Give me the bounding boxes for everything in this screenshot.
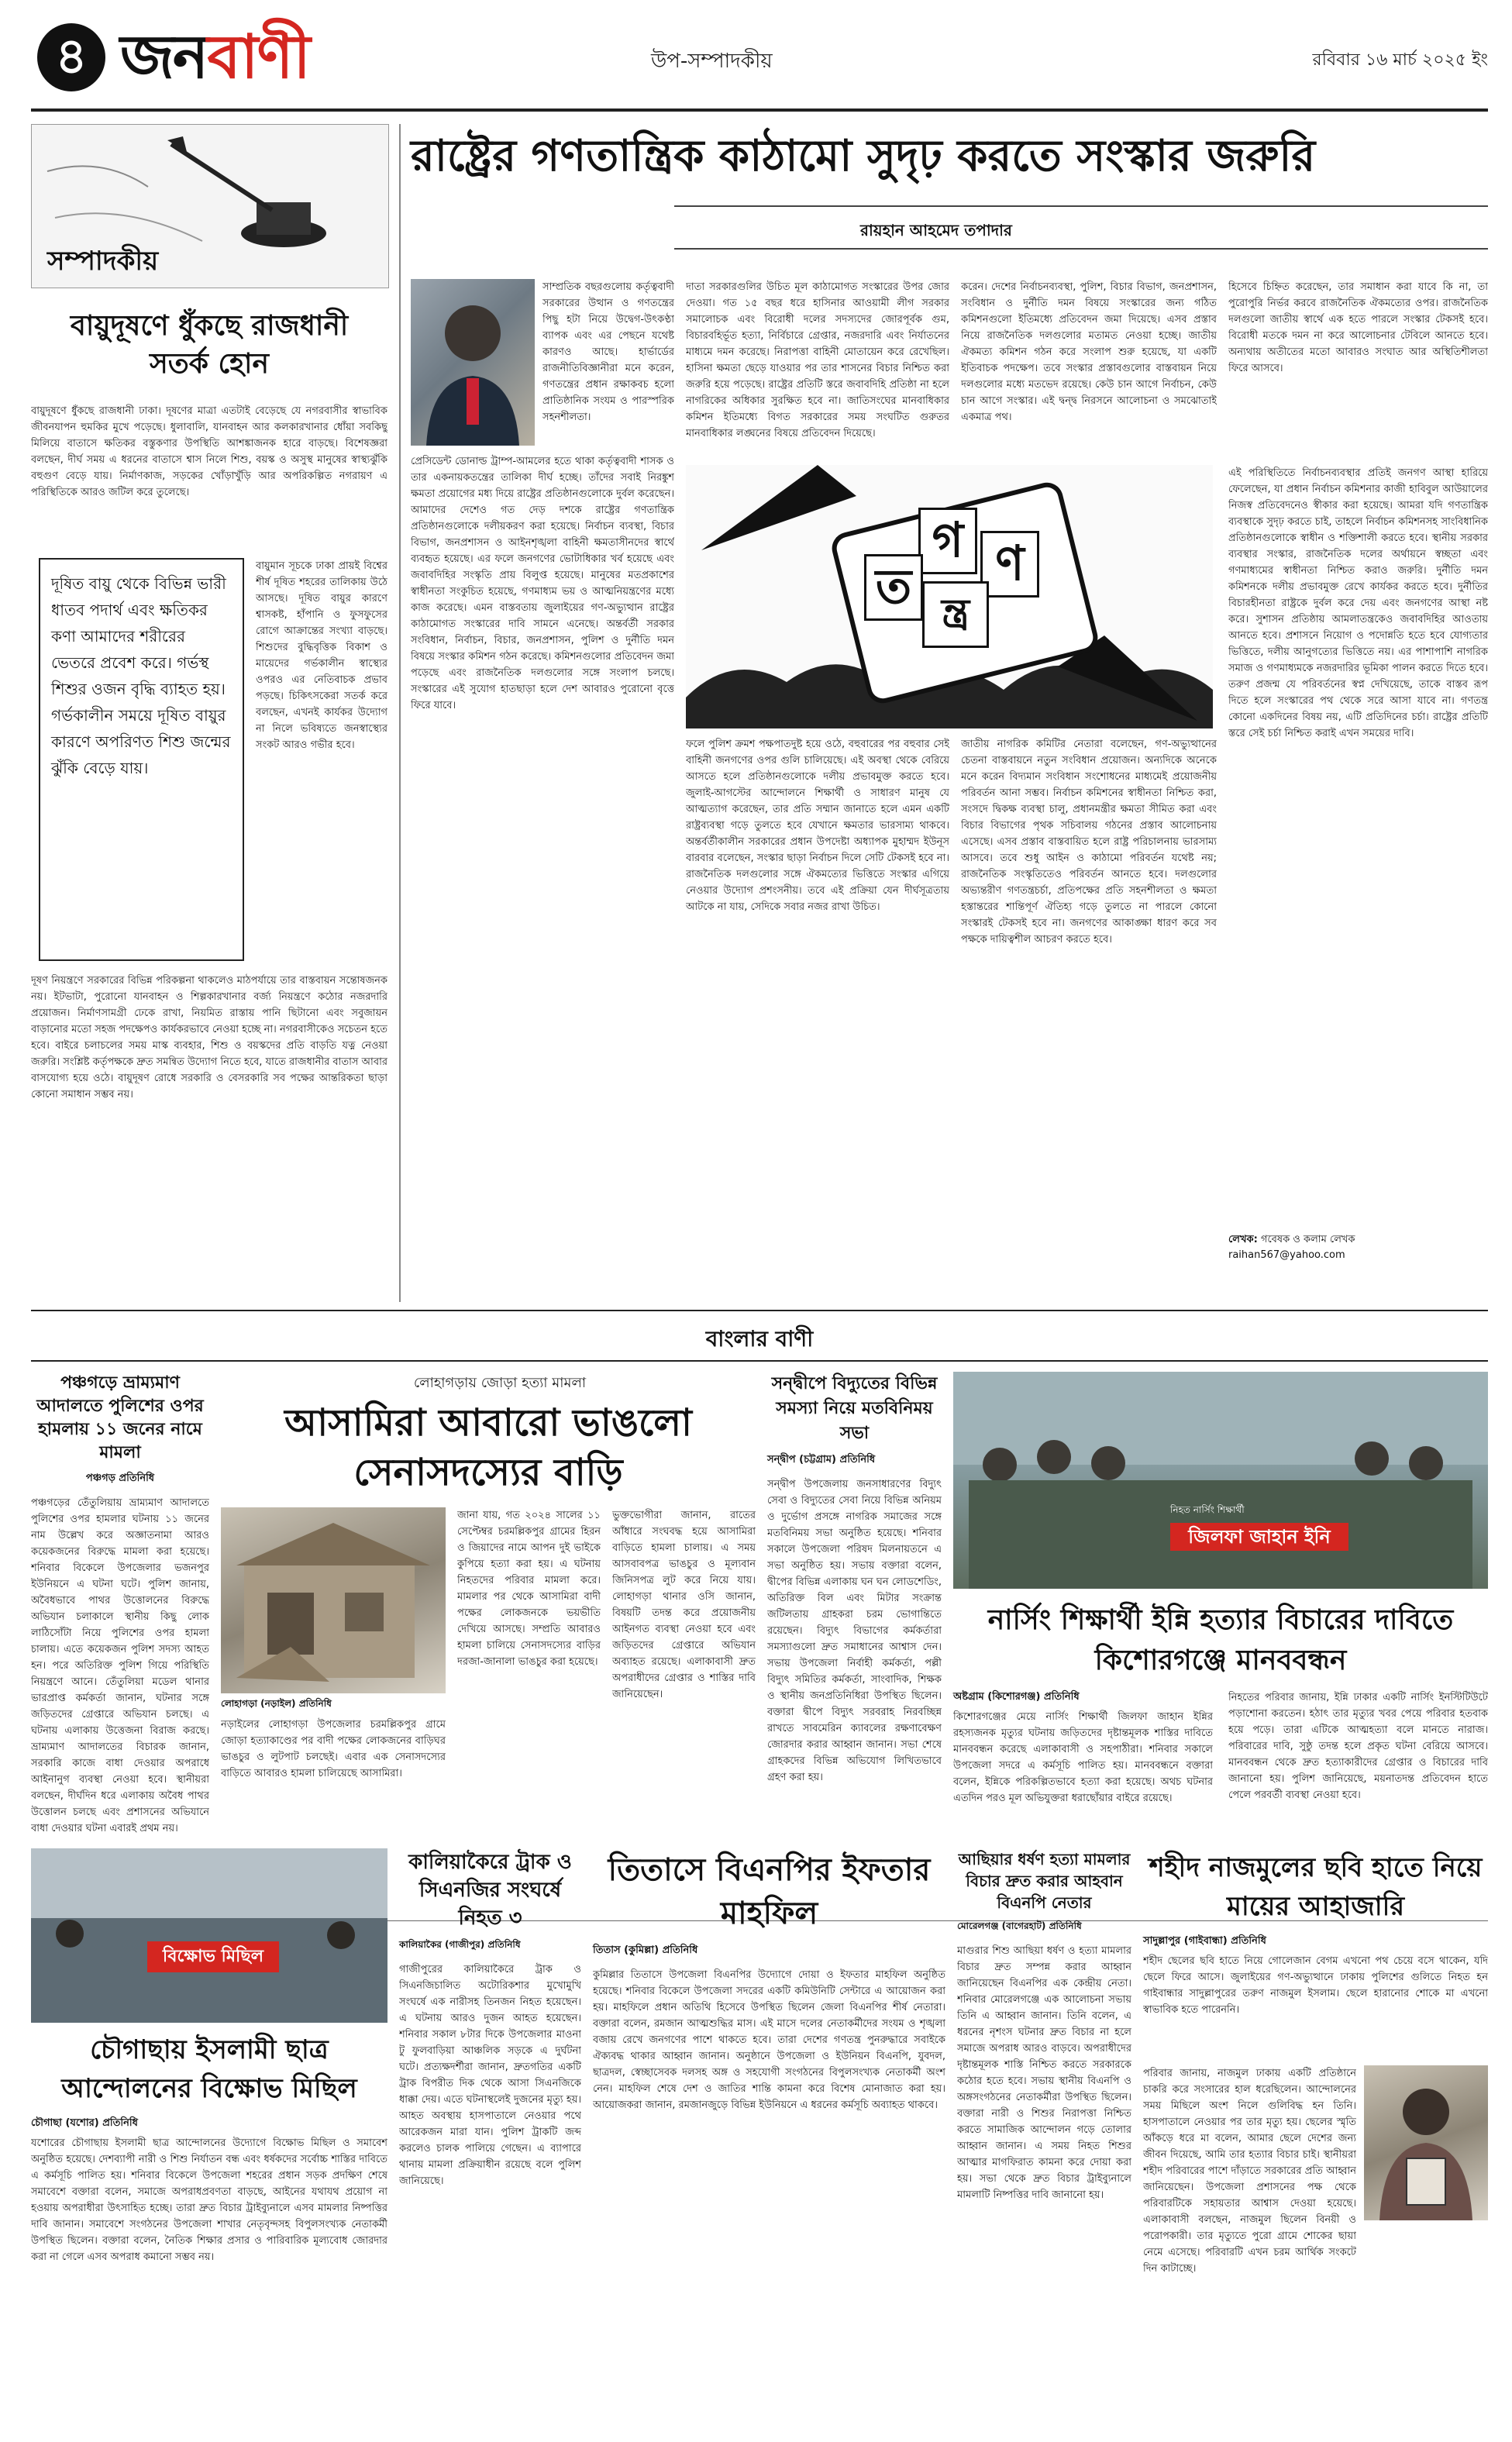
lead-col-1: সাম্প্রতিক বছরগুলোয় কর্তৃত্ববাদী সরকারের উত্থান ও গণতন্ত্রের পিছু হটা নিয়ে উদ্বেগ-উৎকণ্ঠা ব্যাপক এবং এর পেছনে যথেষ্ট কারণও আছে। হার্ভার্ডের রাজনীতিবিজ্ঞানীরা মনে করেন, গণতন্ত্রের প্রধান রক্ষাকবচ হলো প্রাতিষ্ঠানিক সংযম ও পারস্পরিক সহনশীলতা। [542, 281, 674, 423]
human-chain-photo-icon [953, 1372, 1488, 1589]
author-silhouette-icon [411, 279, 535, 446]
lead-graphic [686, 465, 1213, 728]
news-photo-damaged-house [221, 1507, 446, 1693]
lead-col-1b: প্রেসিডেন্ট ডোনাল্ড ট্রাম্প-আমলের হতে থাকা কর্তৃত্ববাদী শাসক ও তার একনায়কতন্ত্রের তালিকা দীর্ঘ হচ্ছে। তাঁদের সবাই নিরঙ্কুশ ক্ষমতা প্রয়োগের মধ্য দিয়ে রাষ্ট্রের প্রতিষ্ঠানগুলোকে দুর্বল করেছেন। আমাদের দেশেও গত দেড় দশকে রাষ্ট্রের গণতান্ত্রিক প্রতিষ্ঠানগুলোকে দলীয়করণ করা হয়েছে। নির্বাচন ব্যবস্থা, বিচার বিভাগ, জনপ্রশাসন ও আইনশৃঙ্খলা বাহিনী ক্ষমতাসীনদের স্বার্থে ব্যবহৃত হয়েছে। এর ফলে জনগণের ভোটাধিকার খর্ব হয়েছে এবং জবাবদিহির সংস্কৃতি প্রায় বিলুপ্ত হয়েছে। মানুষের মতপ্রকাশের স্বাধীনতা সংকুচিত হয়েছে, গণমাধ্যম ভয় ও আত্মনিয়ন্ত্রণের মধ্যে কাজ করেছে। এমন বাস্তবতায় জুলাইয়ের গণ-অভ্যুত্থান রাষ্ট্রের কাঠামোগত সংস্কারের দাবি সামনে এনেছে। অন্তর্বর্তী সরকার সংবিধান, নির্বাচন, বিচার, জনপ্রশাসন, পুলিশ ও দুর্নীতি দমন বিষয়ে সংস্কার কমিশন গঠন করেছে। কমিশনগুলোর প্রতিবেদন জমা পড়েছে এবং রাজনৈতিক দলগুলোর সঙ্গে সংলাপ চলছে। সংস্কারের এই সুযোগ হাতছাড়া হলে দেশ আবারও পুরোনো বৃত্তে ফিরে যাবে। [411, 456, 674, 711]
editorial-divider [399, 124, 401, 1302]
page-number-badge: ৪ [37, 23, 105, 91]
news-kicker: লোহাগড়ায় জোড়া হত্যা মামলা [413, 1375, 587, 1391]
editorial-body-3: দূষণ নিয়ন্ত্রণে সরকারের বিভিন্ন পরিকল্পনা থাকলেও মাঠপর্যায়ে তার বাস্তবায়ন সন্তোষজনক নয়। ইটভাটা, পুরোনো যানবাহন ও শিল্পকারখানার বর্জ্য নিয়ন্ত্রণে কঠোর নজরদারি প্রয়োজন। নির্মাণসামগ্রী ঢেকে রাখা, নিয়মিত রাস্তায় পানি ছিটানো এবং সবুজায়ন বাড়ানোর মতো সহজ পদক্ষেপও কার্যকরভাবে নেওয়া হচ্ছে না। নগরবাসীকেও সচেতন হতে হবে। বাইরে চলাচলের সময় মাস্ক ব্যবহার, শিশু ও বয়স্কদের প্রতি বাড়তি যত্ন নেওয়া জরুরি। সংশ্লিষ্ট কর্তৃপক্ষকে দ্রুত সমন্বিত উদ্যোগ নিতে হবে, যাতে রাজধানীর বাতাস আবার বাসযোগ্য হয়ে ওঠে। বায়ুদূষণ রোধে সরকারি ও বেসরকারি সব পক্ষের আন্তরিকতা ছাড়া কোনো সমাধান সম্ভব নয়। [31, 975, 387, 1100]
news-body: গাজীপুরের কালিয়াকৈরে ট্রাক ও সিএনজিচালিত অটোরিকশার মুখোমুখি সংঘর্ষে এক নারীসহ তিনজন নিহত হয়েছেন। এ ঘটনায় আরও দুজন আহত হয়েছেন। শনিবার সকাল ৮টার দিকে উপজেলার মাওনা টু ফুলবাড়িয়া আঞ্চলিক সড়কে এ দুর্ঘটনা ঘটে। প্রত্যক্ষদর্শীরা জানান, দ্রুতগতির একটি ট্রাক বিপরীত দিক থেকে আসা সিএনজিকে ধাক্কা দেয়। এতে ঘটনাস্থলেই দুজনের মৃত্যু হয়। আহত অবস্থায় হাসপাতালে নেওয়ার পথে আরেকজন মারা যান। পুলিশ ট্রাকটি জব্দ করলেও চালক পালিয়ে গেছেন। এ ব্যাপারে থানায় মামলা প্রক্রিয়াধীন রয়েছে বলে পুলিশ জানিয়েছে। [399, 1964, 581, 2187]
lead-author-note [1228, 1232, 1488, 1263]
lead-byline: রায়হান আহমেদ তপাদার [860, 221, 1012, 239]
lead-col-3: করেন। দেশের নির্বাচনব্যবস্থা, পুলিশ, বিচার বিভাগ, জনপ্রশাসন, সংবিধান ও দুর্নীতি দমন বিষয়ে সংস্কারের জন্য গঠিত কমিশনগুলো ইতিমধ্যে প্রতিবেদন জমা দিয়েছে। এসব প্রস্তাব নিয়ে রাজনৈতিক দলগুলোর মতামত নেওয়া হচ্ছে। জাতীয় ঐকমত্য কমিশন গঠন করে সংলাপ শুরু হয়েছে, যা একটি ইতিবাচক পদক্ষেপ। তবে সংস্কার প্রস্তাবগুলোর বাস্তবায়ন নিয়ে দলগুলোর মধ্যে মতভেদ রয়েছে। কেউ চান আগে নির্বাচন, কেউ চান আগে সংস্কার। এই দ্বন্দ্ব নিরসনে আলোচনা ও সমঝোতাই একমাত্র পথ। [961, 281, 1217, 423]
news-item-kaliakair [399, 1848, 581, 2406]
news-item-sandwip [767, 1372, 942, 1914]
author-note-label: লেখক: [1228, 1234, 1258, 1245]
news-item-chougachha [31, 1848, 387, 2406]
news-body-b: নিহতের পরিবার জানায়, ইন্নি ঢাকার একটি নার্সিং ইনস্টিটিউটে পড়াশোনা করতেন। হঠাৎ তার মৃত্যুর খবর পেয়ে পরিবার হতবাক হয়ে পড়ে। তারা এটিকে আত্মহত্যা বলে মানতে নারাজ। পরিবারের দাবি, সুষ্ঠু তদন্ত হলে প্রকৃত ঘটনা বেরিয়ে আসবে। মানববন্ধন থেকে দ্রুত হত্যাকারীদের গ্রেপ্তার ও বিচারের দাবি জানানো হয়। পুলিশ জানিয়েছে, ময়নাতদন্ত প্রতিবেদন হাতে পেলে পরবর্তী ব্যবস্থা নেওয়া হবে। [1228, 1692, 1488, 1801]
news-body-a: কিশোরগঞ্জের মেয়ে নার্সিং শিক্ষার্থী জিলফা জাহান ইন্নির রহস্যজনক মৃত্যুর ঘটনায় জড়িতদের দৃষ্টান্তমূলক শাস্তির দাবিতে মানববন্ধন করেছে এলাকাবাসী ও সহপাঠীরা। শনিবার সকালে উপজেলা সদরে এ কর্মসূচি পালিত হয়। মানববন্ধনে বক্তারা বলেন, ইন্নিকে পরিকল্পিতভাবে হত্যা করা হয়েছে। অথচ ঘটনার এতদিন পরও মূল অভিযুক্তরা ধরাছোঁয়ার বাইরে রয়েছে। [953, 1711, 1213, 1804]
logo-part-2: বাণী [207, 22, 309, 92]
section-bar-title: বাংলার বাণী [705, 1326, 814, 1352]
news-dateline: সাদুল্লাপুর (গাইবান্ধা) প্রতিনিধি [1143, 1935, 1266, 1947]
lead-col-3b: জাতীয় নাগরিক কমিটির নেতারা বলেছেন, গণ-অভ্যুত্থানের চেতনা বাস্তবায়নে নতুন সংবিধান প্রয়োজন। অন্যদিকে অনেকে মনে করেন বিদ্যমান সংবিধান সংশোধনের মাধ্যমেই প্রয়োজনীয় পরিবর্তন আনা সম্ভব। নির্বাচন কমিশনের স্বাধীনতা নিশ্চিত করা, সংসদে দ্বিকক্ষ ব্যবস্থা চালু, প্রধানমন্ত্রীর ক্ষমতা সীমিত করা এবং বিচার বিভাগের পৃথক সচিবালয় গঠনের প্রস্তাব আলোচনায় এসেছে। এসব প্রস্তাব বাস্তবায়িত হলে রাষ্ট্র পরিচালনায় ভারসাম্য আসবে। তবে শুধু আইন ও কাঠামো পরিবর্তন যথেষ্ট নয়; রাজনৈতিক সংস্কৃতিতেও পরিবর্তন আনতে হবে। দলগুলোর অভ্যন্তরীণ গণতন্ত্রচর্চা, প্রতিপক্ষের প্রতি সহনশীলতা ও ক্ষমতা হস্তান্তরের শান্তিপূর্ণ ঐতিহ্য গড়ে তুলতে না পারলে কোনো সংস্কারই টেকসই হবে না। জনগণের আকাঙ্ক্ষা ধারণ করে সব পক্ষকে দায়িত্বশীল আচরণ করতে হবে। [961, 739, 1217, 945]
news-photo-human-chain [953, 1372, 1488, 1589]
news-photo-procession [31, 1848, 387, 2023]
news-headline: শহীদ নাজমুলের ছবি হাতে নিয়ে মায়ের আহাজারি [1149, 1852, 1483, 1922]
section-bar-rule-top [31, 1310, 1488, 1311]
news-headline: নার্সিং শিক্ষার্থী ইন্নি হত্যার বিচারের দাবিতে কিশোরগঞ্জে মানববন্ধন [987, 1604, 1454, 1676]
graphic-letter-1: গ [918, 508, 977, 574]
issue-date: রবিবার ১৬ মার্চ ২০২৫ ইং [1312, 50, 1488, 70]
news-dateline: চৌগাছা (যশোর) প্রতিনিধি [31, 2117, 138, 2129]
news-dateline: কালিয়াকৈর (গাজীপুর) প্রতিনিধি [399, 1939, 521, 1950]
graphic-letter-3: ত [864, 554, 923, 621]
news-item-sadullapur [1143, 1848, 1488, 2406]
lead-col-4: হিসেবে চিহ্নিত করেছেন, তার সমাধান করা যাবে কি না, তা পুরোপুরি নির্ভর করবে রাজনৈতিক ঐকমত্যের ওপর। রাজনৈতিক দলগুলো জাতীয় স্বার্থে এক হতে পারলে সংস্কার টেকসই হবে। বিরোধী মতকে দমন না করে আলোচনার টেবিলে আনতে হবে। অন্যথায় অতীতের মতো আবারও সংঘাত আর অস্থিতিশীলতা ফিরে আসবে। [1228, 281, 1488, 374]
graphic-letter-2: ণ [980, 531, 1039, 598]
news-headline: আসামিরা আবারো ভাঙলো সেনাসদস্যের বাড়ি [284, 1401, 692, 1494]
author-email: raihan567@yahoo.com [1228, 1249, 1345, 1261]
newspaper-logo [120, 19, 384, 96]
editorial-pullquote: দূষিত বায়ু থেকে বিভিন্ন ভারী ধাতব পদার্থ এবং ক্ষতিকর কণা আমাদের শরীরের ভেতরে প্রবেশ করে। গর্ভস্থ শিশুর ওজন বৃদ্ধি ব্যাহত হয়। গর্ভকালীন সময়ে দূষিত বায়ুর কারণে অপরিণত শিশু জন্মের ঝুঁকি বেড়ে যায়। [39, 558, 244, 961]
editorial-headline-line-1: বায়ুদূষণে ধুঁকছে রাজধানী [70, 310, 349, 342]
lead-headline-rule [674, 205, 1488, 207]
lead-headline: রাষ্ট্রের গণতান্ত্রিক কাঠামো সুদৃঢ় করতে সংস্কার জরুরি [411, 131, 1316, 181]
masthead [31, 15, 1488, 116]
author-note-text: গবেষক ও কলাম লেখক [1260, 1234, 1355, 1245]
graphic-letter-4: ন্ত্র [922, 581, 989, 648]
editorial-headline-line-2: সতর্ক হোন [150, 348, 269, 381]
lead-col-2b: ফলে পুলিশ ক্রমশ পক্ষপাতদুষ্ট হয়ে ওঠে, বহুবারের পর বহুবার সেই বাহিনী জনগণের ওপর গুলি চালিয়েছে। এই অবস্থা থেকে বেরিয়ে আসতে হলে প্রতিষ্ঠানগুলোকে দলীয় প্রভাবমুক্ত করতে হবে। জুলাই-আগস্টের আন্দোলনে শিক্ষার্থী ও সাধারণ মানুষ যে আত্মত্যাগ করেছেন, তার প্রতি সম্মান জানাতে হলে এমন একটি রাষ্ট্রব্যবস্থা গড়ে তুলতে হবে যেখানে ক্ষমতার ভারসাম্য থাকবে। অন্তর্বর্তীকালীন সরকারের প্রধান উপদেষ্টা অধ্যাপক মুহাম্মদ ইউনূস বারবার বলেছেন, সংস্কার ছাড়া নির্বাচন দিলে সেটি টেকসই হবে না। রাজনৈতিক দলগুলোর সঙ্গে ঐকমত্যের ভিত্তিতে সংস্কার এগিয়ে নেওয়ার উদ্যোগ প্রশংসনীয়। তবে এই প্রক্রিয়া যেন দীর্ঘসূত্রতায় আটকে না যায়, সেদিকে সবার নজর রাখা উচিত। [686, 739, 949, 913]
news-headline: পঞ্চগড়ে ভ্রাম্যমাণ আদালতে পুলিশের ওপর হামলায় ১১ জনের নামে মামলা [36, 1373, 204, 1462]
editorial-logo-box [31, 124, 389, 288]
editorial-headline [31, 310, 387, 381]
news-dateline: সন্দ্বীপ (চট্টগ্রাম) প্রতিনিধি [767, 1454, 876, 1466]
news-headline: তিতাসে বিএনপির ইফতার মাহফিল [608, 1852, 931, 1931]
logo-part-1: জন [120, 22, 208, 92]
author-photo [411, 279, 535, 446]
news-body-b: পরিবার জানায়, নাজমুল ঢাকায় একটি প্রতিষ্ঠানে চাকরি করে সংসারের হাল ধরেছিলেন। আন্দোলনের সময় মিছিলে অংশ নিলে গুলিবিদ্ধ হন তিনি। হাসপাতালে নেওয়ার পর তার মৃত্যু হয়। ছেলের স্মৃতি আঁকড়ে ধরে মা বলেন, আমার ছেলে দেশের জন্য জীবন দিয়েছে, আমি তার হত্যার বিচার চাই। স্থানীয়রা শহীদ পরিবারের পাশে দাঁড়াতে সরকারের প্রতি আহ্বান জানিয়েছেন। উপজেলা প্রশাসনের পক্ষ থেকে পরিবারটিকে সহায়তার আশ্বাস দেওয়া হয়েছে। এলাকাবাসী বলছেন, নাজমুল ছিলেন বিনয়ী ও পরোপকারী। তার মৃত্যুতে পুরো গ্রামে শোকের ছায়া নেমে এসেছে। পরিবারটি এখন চরম আর্থিক সংকটে দিন কাটাচ্ছে। [1143, 2068, 1356, 2275]
news-headline: কালিয়াকৈরে ট্রাক ও সিএনজির সংঘর্ষে নিহত ৩ [408, 1851, 572, 1930]
news-dateline: মোরেলগঞ্জ (বাগেরহাট) প্রতিনিধি [957, 1920, 1082, 1931]
news-body: সন্দ্বীপ উপজেলায় জনসাধারণের বিদ্যুৎ সেবা ও বিদ্যুতের সেবা নিয়ে বিভিন্ন অনিয়ম ও দুর্ভোগ প্রসঙ্গে নাগরিক সমাজের সঙ্গে মতবিনিময় সভা অনুষ্ঠিত হয়েছে। শনিবার সকালে উপজেলা পরিষদ মিলনায়তনে এ সভা অনুষ্ঠিত হয়। সভায় বক্তারা বলেন, দ্বীপের বিভিন্ন এলাকায় ঘন ঘন লোডশেডিং, অতিরিক্ত বিল এবং মিটার সংক্রান্ত জটিলতায় গ্রাহকরা চরম ভোগান্তিতে রয়েছেন। বিদ্যুৎ বিভাগের কর্মকর্তারা সমস্যাগুলো দ্রুত সমাধানের আশ্বাস দেন। সভায় উপজেলা নির্বাহী কর্মকর্তা, পল্লী বিদ্যুৎ সমিতির কর্মকর্তা, সাংবাদিক, শিক্ষক ও স্থানীয় জনপ্রতিনিধিরা উপস্থিত ছিলেন। বক্তারা দ্বীপে বিদ্যুৎ সরবরাহ নিরবচ্ছিন্ন রাখতে সাবমেরিন ক্যাবলের রক্ষণাবেক্ষণ জোরদার করার আহ্বান জানান। সভা শেষে গ্রাহকদের বিভিন্ন অভিযোগ লিখিতভাবে গ্রহণ করা হয়। [767, 1479, 942, 1783]
lead-col-2: দাতা সরকারগুলির উচিত মূল কাঠামোগত সংস্কারের উপর জোর দেওয়া। গত ১৫ বছর ধরে হাসিনার আওয়ামী লীগ সরকার সমালোচক এবং বিরোধী দলের সদস্যদের জোরপূর্বক গুম, বিচারবহির্ভূত হত্যা, নির্বিচারে গ্রেপ্তার, নজরদারি এবং নির্যাতনের মাধ্যমে দমন করেছে। নিরাপত্তা বাহিনী মোতায়েন করে রেখেছিল। হাসিনা ক্ষমতা ছেড়ে যাওয়ার পর তার শাসনের বিচার নিশ্চিত করা জরুরি হয়ে পড়েছে। রাষ্ট্রের প্রতিটি স্তরে জবাবদিহি প্রতিষ্ঠা না হলে নাগরিকের অধিকার সুরক্ষিত হবে না। জাতিসংঘের মানবাধিকার কমিশন ইতিমধ্যে বিগত সরকারের সময় সংঘটিত গুরুতর মানবাধিকার লঙ্ঘনের বিষয়ে প্রতিবেদন দিয়েছে। [686, 281, 949, 439]
news-body-b: জানা যায়, গত ২০২৪ সালের ১১ সেপ্টেম্বর চরমল্লিকপুর গ্রামের হিরন ও জিয়াদের নামে আপন দুই ভাইকে কুপিয়ে হত্যা করা হয়। এ ঘটনায় নিহতদের পরিবার মামলা করে। মামলার পর থেকে আসামিরা বাদী পক্ষের লোকজনকে ভয়ভীতি দেখিয়ে আসছে। সম্প্রতি আবারও হামলা চালিয়ে সেনাসদস্যের বাড়ির দরজা-জানালা ভাঙচুর করা হয়েছে। [457, 1510, 601, 1668]
news-body-c: ভুক্তভোগীরা জানান, রাতের আঁধারে সংঘবদ্ধ হয়ে আসামিরা বাড়িতে হামলা চালায়। এ সময় আসবাবপত্র ভাঙচুর ও মূল্যবান জিনিসপত্র লুট করে নিয়ে যায়। লোহাগড়া থানার ওসি জানান, বিষয়টি তদন্ত করে প্রয়োজনীয় আইনগত ব্যবস্থা নেওয়া হবে এবং জড়িতদের গ্রেপ্তারে অভিযান অব্যাহত রয়েছে। এলাকাবাসী দ্রুত অপরাধীদের গ্রেপ্তার ও শাস্তির দাবি জানিয়েছেন। [612, 1510, 756, 1700]
news-item-morrelganj [957, 1848, 1131, 2406]
damaged-house-photo-icon [221, 1507, 446, 1693]
editorial-body-1: বায়ুদূষণে ধুঁকছে রাজধানী ঢাকা। দূষণের মাত্রা এতটাই বেড়েছে যে নগরবাসীর স্বাভাবিক জীবনযাপন হুমকির মুখে পড়েছে। ধুলাবালি, যানবাহন আর কলকারখানার ধোঁয়া সবকিছু মিলিয়ে বাতাসে ক্ষতিকর বস্তুকণার উপস্থিতি আশঙ্কাজনক হারে বাড়ছে। বিশেষজ্ঞরা বলছেন, দীর্ঘ সময় এ ধরনের বাতাসে শ্বাস নিলে শিশু, বয়স্ক ও অসুস্থ মানুষের স্বাস্থ্যঝুঁকি বহুগুণ বেড়ে যায়। নির্মাণকাজ, সড়কের খোঁড়াখুঁড়ি আর অপরিকল্পিত নগরায়ণ এ পরিস্থিতিকে আরও জটিল করে তুলেছে। [31, 405, 387, 498]
photo-banner: জিলফা জাহান ইনি [1170, 1523, 1348, 1551]
editorial-body-2: বায়ুমান সূচকে ঢাকা প্রায়ই বিশ্বের শীর্ষ দূষিত শহরের তালিকায় উঠে আসছে। দূষিত বায়ুর কারণে শ্বাসকষ্ট, হাঁপানি ও ফুসফুসের রোগে আক্রান্তের সংখ্যা বাড়ছে। শিশুদের বুদ্ধিবৃত্তিক বিকাশ ও মায়েদের গর্ভকালীন স্বাস্থ্যের ওপরও এর নেতিবাচক প্রভাব পড়ছে। চিকিৎসকেরা সতর্ক করে বলছেন, এখনই কার্যকর উদ্যোগ না নিলে ভবিষ্যতে জনস্বাস্থ্যের সংকট আরও গভীর হবে। [256, 560, 387, 751]
news-item-titas [593, 1848, 945, 2406]
photo-banner: বিক্ষোভ মিছিল [147, 1941, 279, 1972]
news-body: পঞ্চগড়ের তেঁতুলিয়ায় ভ্রাম্যমাণ আদালতে পুলিশের ওপর হামলার ঘটনায় ১১ জনের নাম উল্লেখ করে অজ্ঞাতনামা আরও কয়েকজনের বিরুদ্ধে মামলা করা হয়েছে। শনিবার বিকেলে উপজেলার ভজনপুর ইউনিয়নে এ ঘটনা ঘটে। পুলিশ জানায়, অবৈধভাবে পাথর উত্তোলনের বিরুদ্ধে অভিযান চলাকালে স্থানীয় কিছু লোক লাঠিসোঁটা নিয়ে পুলিশের ওপর হামলা চালায়। এতে কয়েকজন পুলিশ সদস্য আহত হন। পরে অতিরিক্ত পুলিশ গিয়ে পরিস্থিতি নিয়ন্ত্রণে আনে। তেঁতুলিয়া মডেল থানার ভারপ্রাপ্ত কর্মকর্তা জানান, ঘটনার সঙ্গে জড়িতদের গ্রেপ্তারে অভিযান চলছে। এ ঘটনায় এলাকায় উত্তেজনা বিরাজ করছে। ভ্রাম্যমাণ আদালতের বিচারক জানান, সরকারি কাজে বাধা দেওয়ার অপরাধে আইনানুগ ব্যবস্থা নেওয়া হবে। স্থানীয়রা বলছেন, দীর্ঘদিন ধরে এলাকায় অবৈধ পাথর উত্তোলন চলছে এবং প্রশাসনের অভিযানে বাধা দেওয়ার ঘটনা এবারই প্রথম নয়। [31, 1497, 209, 1834]
news-body-a: শহীদ ছেলের ছবি হাতে নিয়ে গোলেজান বেগম এখনো পথ চেয়ে বসে থাকেন, যদি ছেলে ফিরে আসে। জুলাইয়ের গণ-অভ্যুত্থানে ঢাকায় পুলিশের গুলিতে নিহত হন গাইবান্ধার সাদুল্লাপুরের তরুণ নাজমুল ইসলাম। ছেলে হারানোর শোকে মা এখনো স্বাভাবিক হতে পারেননি। [1143, 1955, 1488, 2016]
news-body: মাগুরার শিশু আছিয়া ধর্ষণ ও হত্যা মামলার বিচার দ্রুত সম্পন্ন করার আহ্বান জানিয়েছেন বিএনপির এক কেন্দ্রীয় নেতা। শনিবার মোরেলগঞ্জে এক আলোচনা সভায় তিনি এ আহ্বান জানান। তিনি বলেন, এ ধরনের নৃশংস ঘটনার দ্রুত বিচার না হলে সমাজে অপরাধ আরও বাড়বে। অপরাধীদের দৃষ্টান্তমূলক শাস্তি নিশ্চিত করতে সরকারকে কঠোর হতে হবে। সভায় স্থানীয় বিএনপি ও অঙ্গসংগঠনের নেতাকর্মীরা উপস্থিত ছিলেন। বক্তারা নারী ও শিশুর নিরাপত্তা নিশ্চিত করতে সামাজিক আন্দোলন গড়ে তোলার আহ্বান জানান। এ সময় নিহত শিশুর আত্মার মাগফিরাত কামনা করে দোয়া করা হয়। সভা থেকে দ্রুত বিচার ট্রাইব্যুনালে মামলাটি নিষ্পত্তির দাবি জানানো হয়। [957, 1945, 1131, 2201]
news-body-a: নড়াইলের লোহাগড়া উপজেলার চরমল্লিকপুর গ্রামে জোড়া হত্যাকাণ্ডের পর বাদী পক্ষের লোকজনের বাড়িঘর ভাঙচুর ও লুটপাট চলছেই। এবার এক সেনাসদস্যের বাড়িতে আবারও হামলা চালিয়েছে আসামিরা। [221, 1719, 446, 1779]
procession-photo-icon [31, 1848, 387, 2023]
news-dateline: তিতাস (কুমিল্লা) প্রতিনিধি [593, 1944, 698, 1956]
news-photo-mother [1364, 2065, 1488, 2220]
masthead-rule [31, 108, 1488, 112]
news-dateline: অষ্টগ্রাম (কিশোরগঞ্জ) প্রতিনিধি [953, 1691, 1080, 1703]
news-item-kishoreganj [953, 1372, 1488, 1914]
section-bar-rule-bottom [31, 1360, 1488, 1362]
lead-byline-rule [674, 248, 1488, 250]
news-body: কুমিল্লার তিতাসে উপজেলা বিএনপির উদ্যোগে দোয়া ও ইফতার মাহফিল অনুষ্ঠিত হয়েছে। শনিবার বিকেলে উপজেলা সদরের একটি কমিউনিটি সেন্টারে এ আয়োজন করা হয়। মাহফিলে প্রধান অতিথি হিসেবে উপস্থিত ছিলেন জেলা বিএনপির শীর্ষ নেতারা। বক্তারা বলেন, রমজান আত্মশুদ্ধির মাস। এই মাসে দলের নেতাকর্মীদের সংযম ও শৃঙ্খলা বজায় রেখে জনগণের পাশে থাকতে হবে। তারা দেশের গণতন্ত্র পুনরুদ্ধারে সবাইকে ঐক্যবদ্ধ থাকার আহ্বান জানান। অনুষ্ঠানে উপজেলা ও ইউনিয়ন বিএনপি, যুবদল, ছাত্রদল, স্বেচ্ছাসেবক দলসহ অঙ্গ ও সহযোগী সংগঠনের বিপুলসংখ্যক নেতাকর্মী অংশ নেন। মাহফিল শেষে দেশ ও জাতির শান্তি কামনা করে বিশেষ মোনাজাত করা হয়। আয়োজকরা জানান, রমজানজুড়ে বিভিন্ন ইউনিয়নে এ ধরনের কর্মসূচি অব্যাহত থাকবে। [593, 1969, 945, 2111]
news-headline: চৌগাছায় ইসলামী ছাত্র আন্দোলনের বিক্ষোভ মিছিল [61, 2034, 357, 2104]
mother-with-photo-icon [1364, 2065, 1488, 2220]
section-label: উপ-সম্পাদকীয় [651, 50, 773, 73]
news-photo-caption: লোহাগড়া (নড়াইল) প্রতিনিধি [221, 1698, 332, 1709]
section-bar [31, 1317, 1488, 1356]
news-item-lohagara [221, 1372, 756, 1914]
news-body: যশোরের চৌগাছায় ইসলামী ছাত্র আন্দোলনের উদ্যোগে বিক্ষোভ মিছিল ও সমাবেশ অনুষ্ঠিত হয়েছে। দেশব্যাপী নারী ও শিশু নির্যাতন বন্ধ এবং ধর্ষকদের সর্বোচ্চ শাস্তির দাবিতে এ কর্মসূচি পালিত হয়। শনিবার বিকেলে উপজেলা শহরের প্রধান সড়ক প্রদক্ষিণ শেষে সমাবেশে বক্তারা বলেন, সমাজে অপরাধপ্রবণতা বাড়ছে, আইনের যথাযথ প্রয়োগ না হওয়ায় অপরাধীরা উৎসাহিত হচ্ছে। তারা দ্রুত বিচার ট্রাইব্যুনালে এসব মামলার নিষ্পত্তির দাবি জানান। সমাবেশে সংগঠনের উপজেলা শাখার নেতৃবৃন্দসহ বিপুলসংখ্যক নেতাকর্মী উপস্থিত ছিলেন। বক্তারা বলেন, নৈতিক শিক্ষার প্রসার ও পারিবারিক মূল্যবোধ জোরদার করা না গেলে এসব অপরাধ কমানো সম্ভব নয়। [31, 2137, 387, 2263]
news-headline: সন্দ্বীপে বিদ্যুতের বিভিন্ন সমস্যা নিয়ে মতবিনিময় সভা [771, 1374, 938, 1443]
photo-banner-small: নিহত নার্সিং শিক্ষার্থী [1170, 1504, 1245, 1515]
news-headline: আছিয়ার ধর্ষণ হত্যা মামলার বিচার দ্রুত করার আহবান বিএনপি নেতার [958, 1850, 1131, 1912]
editorial-logo-label: সম্পাদকীয় [47, 246, 159, 277]
lead-col-4b: এই পরিস্থিতিতে নির্বাচনব্যবস্থার প্রতিই জনগণ আস্থা হারিয়ে ফেলেছেন, যা প্রধান নির্বাচন কমিশনার কাজী হাবিবুল আউয়ালের নিজস্ব প্রতিবেদনেও স্বীকার করা হয়েছে। আমরা যদি গণতান্ত্রিক ব্যবস্থাকে সুদৃঢ় করতে চাই, তাহলে নির্বাচন কমিশনসহ সাংবিধানিক প্রতিষ্ঠানগুলোকে স্বাধীন ও শক্তিশালী করতে হবে। স্থানীয় সরকার ব্যবস্থার সংস্কার, রাজনৈতিক দলের অর্থায়নে স্বচ্ছতা এবং গণমাধ্যমের স্বাধীনতা নিশ্চিত করাও জরুরি। দুর্নীতি দমন কমিশনকে দলীয় প্রভাবমুক্ত রেখে কার্যকর করতে হবে। দুর্নীতির বিচারহীনতা রাষ্ট্রকে দুর্বল করে দেয় এবং জনগণের আস্থা নষ্ট করে। সুশাসন প্রতিষ্ঠায় আমলাতন্ত্রকেও জবাবদিহির আওতায় আনতে হবে। প্রশাসনে নিয়োগ ও পদোন্নতি হতে হবে যোগ্যতার ভিত্তিতে, দলীয় আনুগত্যের ভিত্তিতে নয়। এর পাশাপাশি নাগরিক সমাজ ও গণমাধ্যমকে নজরদারির ভূমিকা পালন করতে দিতে হবে। তরুণ প্রজন্ম যে পরিবর্তনের স্বপ্ন দেখিয়েছে, তাকে বাস্তব রূপ দিতে হলে সংস্কারের পথ থেকে সরে আসা যাবে না। গণতন্ত্র কোনো একদিনের বিষয় নয়, এটি প্রতিদিনের চর্চা। রাষ্ট্রের প্রতিটি স্তরে সেই চর্চা নিশ্চিত করাই এখন সময়ের দাবি। [1228, 467, 1488, 739]
news-dateline: পঞ্চগড় প্রতিনিধি [85, 1472, 155, 1484]
